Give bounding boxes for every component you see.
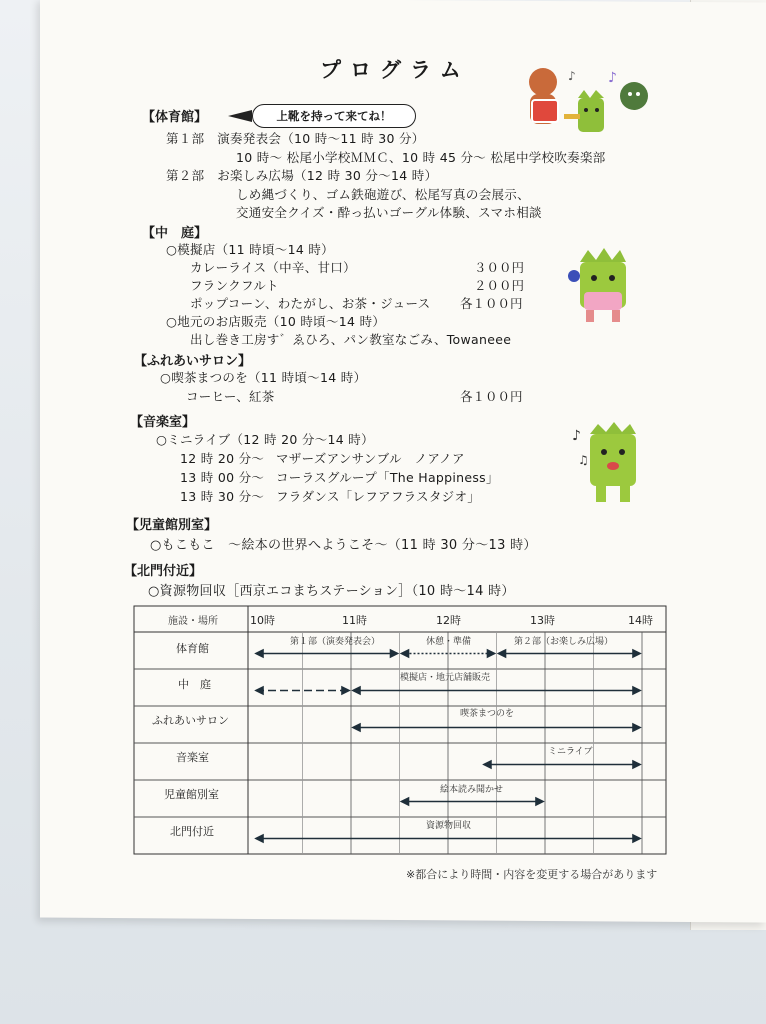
gym-heading: 【体育館】 <box>142 110 208 125</box>
microphone <box>568 270 580 282</box>
salon-heading: 【ふれあいサロン】 <box>134 354 252 369</box>
bird-mascot <box>620 82 648 110</box>
schedule-place: 体育館 <box>176 642 209 655</box>
courtyard-local: ○地元のお店販売（10 時頃～14 時） <box>166 314 386 329</box>
arrow-head <box>499 650 506 657</box>
annex-heading: 【児童館別室】 <box>126 518 218 533</box>
bamboo-mascot-3-body <box>590 434 636 486</box>
gym-part2-detail1: しめ縄づくり、ゴム鉄砲遊び、松尾写真の会展示、 <box>236 187 530 202</box>
music-act-name: マザーズアンサンブル ノアノア <box>276 451 465 466</box>
mascot-band-illustration <box>508 60 658 142</box>
music-act-time: 12 時 20 分～ <box>180 451 265 466</box>
northgate-event: ○資源物回収［西京エコまちステーション］（10 時～14 時） <box>148 584 515 599</box>
schedule-bar-label: 第２部（お楽しみ広場） <box>514 637 614 647</box>
music-note: ♪ <box>608 70 617 86</box>
schedule-header-label: 施設・場所 <box>168 616 218 627</box>
salon-menu: コーヒー、紅茶 <box>186 389 275 404</box>
schedule-place: 北門付近 <box>170 825 214 838</box>
schedule-bar-label: ミニライブ <box>548 747 593 757</box>
schedule-hour: 12時 <box>436 614 461 627</box>
disclaimer-note: ※都合により時間・内容を変更する場合があります <box>406 868 658 881</box>
music-note: ♪ <box>572 428 581 444</box>
arrow-head <box>633 687 640 694</box>
arrow-head <box>342 687 349 694</box>
music-act-time: 13 時 00 分～ <box>180 470 265 485</box>
salon-cafe: ○喫茶まつのを（11 時頃～14 時） <box>160 370 367 385</box>
bamboo-mascot-2-crown <box>580 248 626 262</box>
music-act-name: フラダンス「レフアフラスタジオ」 <box>276 489 481 504</box>
music-act-time: 13 時 30 分～ <box>180 489 265 504</box>
stall-item: フランクフルト <box>190 278 279 293</box>
stall-item-price: 各１００円 <box>460 296 523 311</box>
schedule-bar-label: 喫茶まつのを <box>460 709 515 719</box>
schedule-place: 児童館別室 <box>164 788 219 801</box>
bamboo-mascot-1-body <box>578 98 604 132</box>
drum <box>532 100 558 122</box>
annex-event: ○もこもこ ～絵本の世界へようこそ～（11 時 30 分～13 時） <box>150 538 537 553</box>
schedule-table <box>130 604 670 856</box>
mascot-singer-illustration <box>566 244 642 328</box>
arrow-head <box>256 687 263 694</box>
schedule-bar-label: 絵本読み聞かせ <box>440 785 504 795</box>
schedule-place: 中 庭 <box>178 678 211 691</box>
schedule-place: 音楽室 <box>176 751 209 764</box>
music-act-name: コーラスグループ「The Happiness」 <box>276 470 499 485</box>
arrow-head <box>256 650 263 657</box>
schedule-bar-label: 休憩・準備 <box>426 637 472 647</box>
page-title: プログラム <box>320 58 470 82</box>
gym-part1: 第１部 演奏発表会（10 時～11 時 30 分） <box>166 131 425 146</box>
schedule-hour: 10時 <box>250 614 275 627</box>
gym-part1-detail: 10 時～ 松尾小学校ＭＭＣ、10 時 45 分～ 松尾中学校吹奏楽部 <box>236 150 606 165</box>
speech-bubble-tail <box>228 110 252 122</box>
arrow-head <box>633 835 640 842</box>
arrow-head <box>488 650 495 657</box>
schedule-place: ふれあいサロン <box>152 714 229 727</box>
schedule-hour: 14時 <box>628 614 653 627</box>
gym-part2: 第２部 お楽しみ広場（12 時 30 分～14 時） <box>166 168 438 183</box>
speech-bubble: 上靴を持って来てね！ <box>252 104 416 128</box>
schedule-bar-label: 資源物回収 <box>426 821 472 831</box>
schedule-bar-label: 第１部（演奏発表会） <box>290 637 381 647</box>
courtyard-stall: ○模擬店（11 時頃～14 時） <box>166 242 334 257</box>
arrow-head <box>402 650 409 657</box>
northgate-heading: 【北門付近】 <box>124 564 203 579</box>
arrow-head <box>402 798 409 805</box>
stall-item-price: ３００円 <box>474 260 525 275</box>
arrow-head <box>633 724 640 731</box>
mascot-music-illustration <box>566 420 646 512</box>
schedule-bar-label: 模擬店・地元店舗販売 <box>400 673 491 683</box>
arrow-head <box>353 724 360 731</box>
bamboo-mascot-1-crown <box>578 90 604 98</box>
music-heading: 【音楽室】 <box>130 415 196 430</box>
arrow-head <box>484 761 491 768</box>
stall-item: カレーライス（中辛、甘口） <box>190 260 356 275</box>
arrow-head <box>353 687 360 694</box>
schedule-hour: 13時 <box>530 614 555 627</box>
svg-text:♫: ♫ <box>578 453 589 467</box>
courtyard-heading: 【中 庭】 <box>142 226 208 241</box>
schedule-hour: 11時 <box>342 614 367 627</box>
stall-item: ポップコーン、わたがし、お茶・ジュース <box>190 296 431 311</box>
arrow-head <box>391 650 398 657</box>
salon-price: 各１００円 <box>460 389 523 404</box>
trumpet <box>564 114 580 119</box>
courtyard-local-detail: 出し巻き工房す゛ゑひろ、パン教室なごみ、Towaneee <box>190 332 512 347</box>
arrow-head <box>633 761 640 768</box>
music-mini-live: ○ミニライブ（12 時 20 分～14 時） <box>156 432 374 447</box>
stall-item-price: ２００円 <box>474 278 525 293</box>
svg-text:♪: ♪ <box>568 69 576 83</box>
bear-head <box>529 68 557 96</box>
bamboo-mascot-3-crown <box>590 422 636 434</box>
arrow-head <box>536 798 543 805</box>
arrow-head <box>633 650 640 657</box>
gym-part2-detail2: 交通安全クイズ・酔っ払いゴーグル体験、スマホ相談 <box>236 205 542 220</box>
arrow-head <box>256 835 263 842</box>
